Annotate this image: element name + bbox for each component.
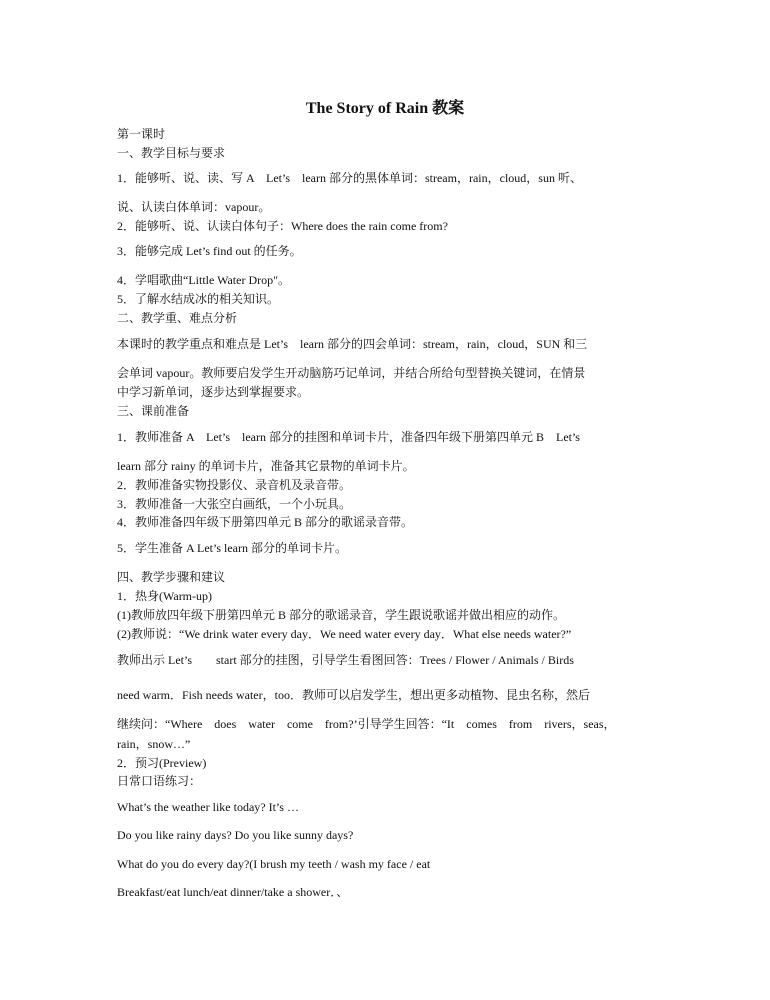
text-line: 3．能够完成 Let’s find out 的任务。 [117,244,302,258]
text-line: 3．教师准备一大张空白画纸，一个小玩具。 [117,497,352,511]
text-line: What’s the weather like today? It’s … [117,800,299,814]
text-line: learn 部分 rainy 的单词卡片，准备其它景物的单词卡片。 [117,459,415,473]
text-line: 中学习新单词，逐步达到掌握要求。 [117,385,310,399]
section-heading: 三、课前准备 [117,404,190,418]
text-line: 第一课时 [117,127,166,141]
text-line: 1．能够听、说、读、写 A Let’s learn 部分的黑体单词：stream，rain，cloud，sun 听、 [117,171,582,185]
text-line: 4．教师准备四年级下册第四单元 B 部分的歌谣录音带。 [117,515,414,529]
text-line: Do you like rainy days? Do you like sunny days? [117,828,354,842]
section-heading: 四、教学步骤和建议 [117,570,226,584]
text-line: 说、认读白体单词：vapour。 [117,200,271,214]
text-line: 1．教师准备 A Let’s learn 部分的挂图和单词卡片，准备四年级下册第四单元 B Let’s [117,430,580,444]
text-line: Breakfast/eat lunch/eat dinner/take a shower．、 [117,885,349,899]
text-line: 1．热身(Warm-up) [117,589,213,603]
text-line: 本课时的教学重点和难点是 Let’s learn 部分的四会单词：stream，rain，cloud，SUN 和三 [117,337,588,351]
text-line: 2．能够听、说、认读白体句子：Where does the rain come from? [117,219,448,233]
section-heading: 一、教学目标与要求 [117,146,226,160]
document-title: The Story of Rain 教案 [305,100,465,117]
text-line: 日常口语练习： [117,774,202,788]
text-line: rain，snow…” [117,737,191,751]
text-line: 教师出示 Let’s start 部分的挂图，引导学生看图回答：Trees / Flower / Animals / Birds [117,653,574,667]
text-line: need warm．Fish needs water，too．教师可以启发学生，想出更多动植物、昆虫名称，然后 [117,688,590,702]
text-line: (1)教师放四年级下册第四单元 B 部分的歌谣录音，学生跟说歌谣并做出相应的动作。 [117,608,565,622]
text-line: What do you do every day?(I brush my teeth / wash my face / eat [117,857,431,871]
text-line: 2．教师准备实物投影仪、录音机及录音带。 [117,478,352,492]
text-line: 2．预习(Preview) [117,756,207,770]
section-heading: 二、教学重、难点分析 [117,311,238,325]
text-line: 5．了解水结成冰的相关知识。 [117,292,280,306]
text-line: 4．学唱歌曲“Little Water Drop"。 [117,273,291,287]
text-line: 5．学生准备 A Let’s learn 部分的单词卡片。 [117,541,347,555]
text-line: (2)教师说：“We drink water every day．We need water every day．What else needs water?” [117,627,572,641]
text-line: 会单词 vapour。教师要启发学生开动脑筋巧记单词，并结合所给句型替换关键词，在情景 [117,366,586,380]
text-line: 继续问：“Where does water come from?’引导学生回答：“It comes from rivers，seas， [117,717,616,731]
